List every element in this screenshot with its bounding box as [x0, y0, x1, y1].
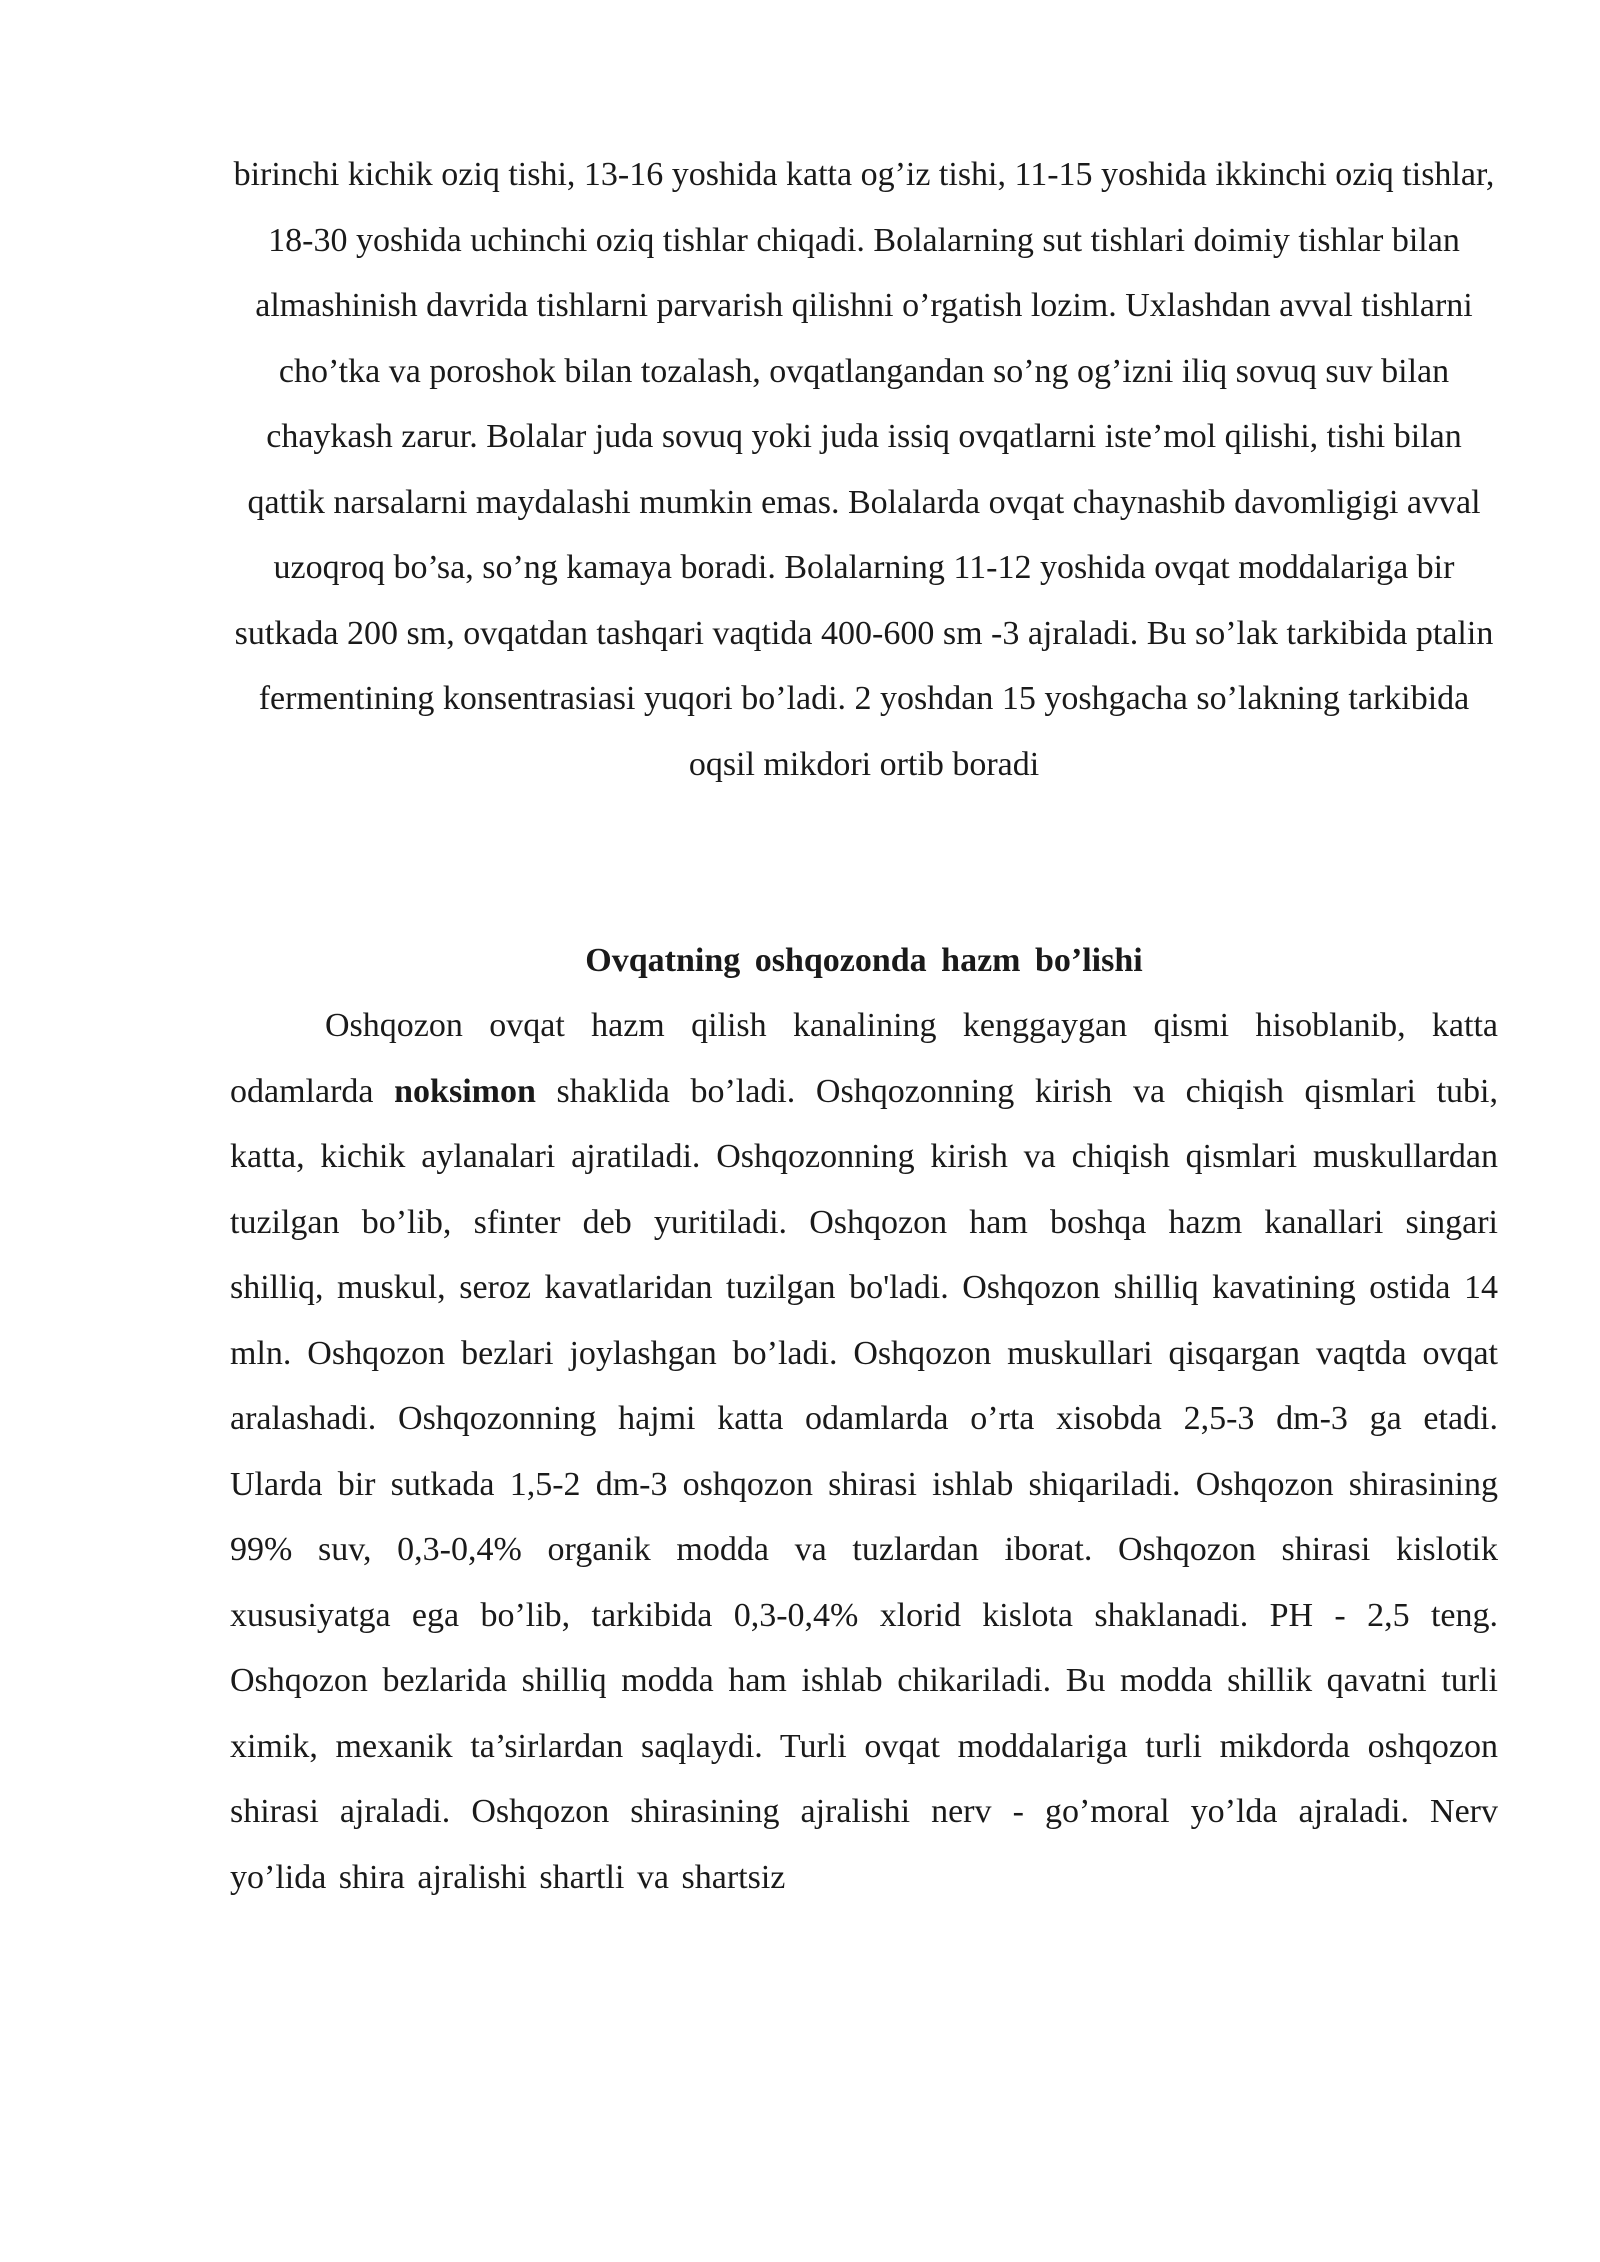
bold-term: noksimon	[394, 1072, 536, 1110]
section-paragraph	[230, 993, 1498, 1910]
continuation-paragraph-text: birinchi kichik oziq tishi, 13-16 yoshida katta og’iz tishi, 11-15 yoshida ikkinchi oziq tishlar, 18-30 yoshida uchinchi oziq tishlar chiqadi. Bolalarning sut tishlari doimiy tishlar bilan almashinish davrida tishlarni parvarish qilishni o’rgatish lozim. Uxlashdan avval tishlarni cho’tka va poroshok bilan tozalash, ovqatlangandan so’ng og’izni iliq sovuq suv bilan chaykash zarur. Bolalar juda sovuq yoki juda issiq ovqatlarni iste’mol qilishi, tishi bilan qattik narsalarni maydalashi mumkin emas. Bolalarda ovqat chaynashib davomligigi avval uzoqroq bo’sa, so’ng kamaya boradi. Bolalarning 11-12 yoshida ovqat moddalariga bir sutkada 200 sm, ovqatdan tashqari vaqtida 400-600 sm -3 ajraladi. Bu so’lak tarkibida ptalin fermentining konsentrasiasi yuqori bo’ladi. 2 yoshdan 15 yoshgacha so’lakning tarkibida oqsil mikdori ortib boradi	[233, 156, 1495, 783]
section-paragraph-text-rest: shaklida bo’ladi. Oshqozonning kirish va chiqish qismlari tubi, katta, kichik aylanalari ajratiladi. Oshqozonning kirish va chiqish qismlari muskullardan tuzilgan bo’lib, sfinter deb yuritiladi. Oshqozon ham boshqa hazm kanallari singari shilliq, muskul, seroz kavatlaridan tuzilgan bo'ladi. Oshqozon shilliq kavatining ostida 14 mln. Oshqozon bezlari joylashgan bo’ladi. Oshqozon muskullari qisqargan vaqtda ovqat aralashadi. Oshqozonning hajmi katta odamlarda o’rta xisobda 2,5-3 dm-3 ga etadi. Ularda bir sutkada 1,5-2 dm-3 oshqozon shirasi ishlab shiqariladi. Oshqozon shirasining 99% suv, 0,3-0,4% organik modda va tuzlardan iborat. Oshqozon shirasi kislotik xususiyatga ega bo’lib, tarkibida 0,3-0,4% xlorid kislota shaklanadi. PH - 2,5 teng. Oshqozon bezlarida shilliq modda ham ishlab chikariladi. Bu modda shillik qavatni turli ximik, mexanik ta’sirlardan saqlaydi. Turli ovqat moddalariga turli mikdorda oshqozon shirasi ajraladi. Oshqozon shirasining ajralishi nerv - go’moral yo’lda ajraladi. Nerv yo’lida shira ajralishi shartli va shartsiz	[230, 1072, 1498, 1896]
section-heading: Ovqatning oshqozonda hazm bo’lishi	[585, 942, 1143, 979]
continuation-paragraph	[230, 142, 1498, 797]
section-paragraph-text-start: Oshqozon ovqat hazm qilish kanalining kenggaygan qismi hisoblanib, katta odamlarda	[230, 1007, 1498, 1110]
